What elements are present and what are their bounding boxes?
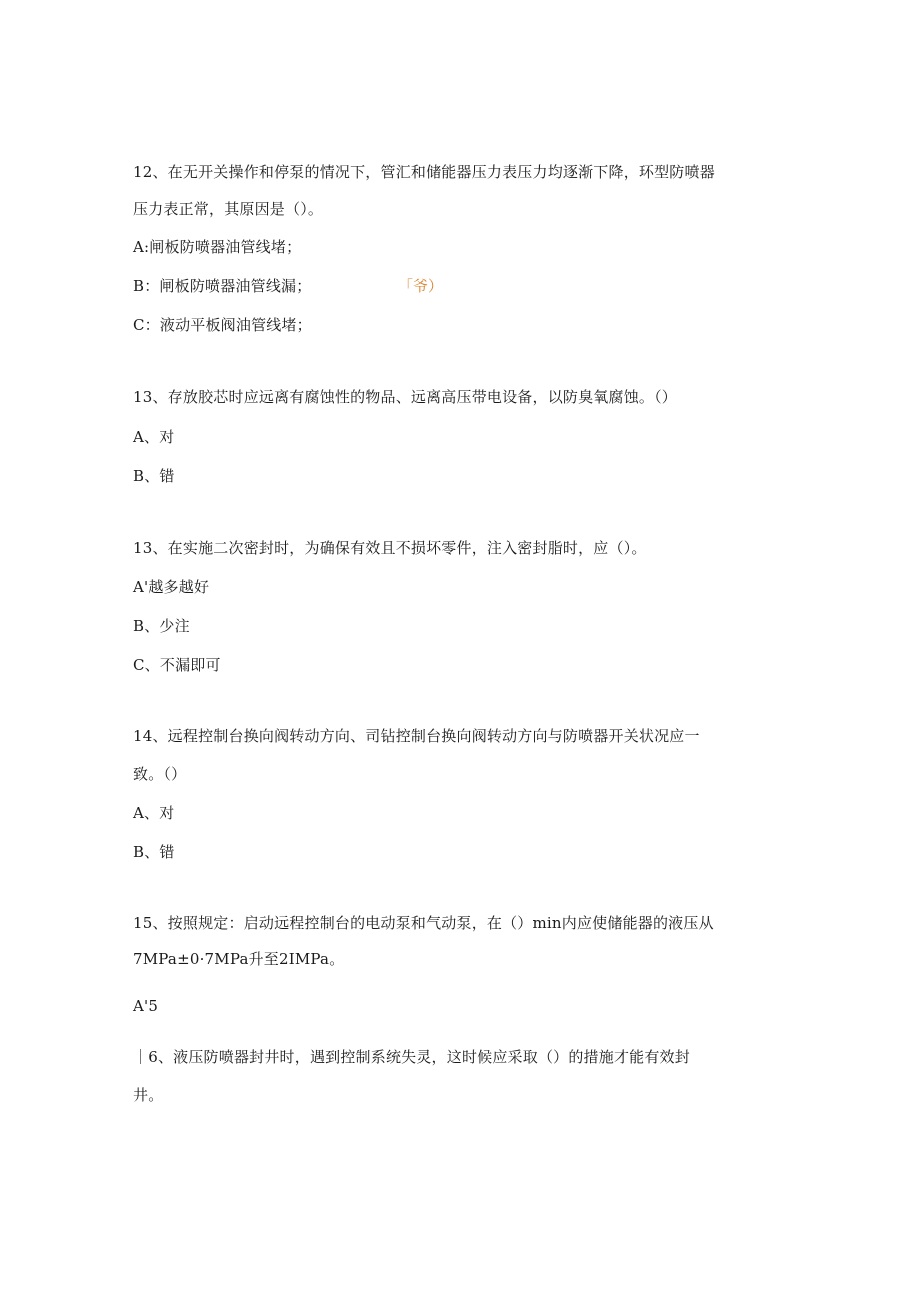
handwritten-annotation: 「爷） <box>398 277 444 295</box>
question-text-line: 井。 <box>133 1086 164 1104</box>
question-text-line: 致。（） <box>133 765 187 783</box>
option-b: B、错 <box>133 843 175 861</box>
option-b: B、少注 <box>133 617 190 635</box>
question-text-line: 13、在实施二次密封时，为确保有效且不损坏零件，注入密封脂时，应（）。 <box>133 539 647 557</box>
option-c: C、不漏即可 <box>133 656 221 674</box>
option-b: B：闸板防喷器油管线漏； <box>133 277 312 295</box>
question-text-line: 7MPa±0·7MPa升至2IMPa。 <box>133 950 345 968</box>
question-text-line: 压力表正常，其原因是（）。 <box>133 200 324 218</box>
option-b: B、错 <box>133 467 175 485</box>
option-a: A、对 <box>133 428 175 446</box>
question-text-line: 15、按照规定：启动远程控制台的电动泵和气动泵，在（）min内应使储能器的液压从 <box>133 914 714 932</box>
option-c: C：液动平板阀油管线堵； <box>133 316 312 334</box>
option-a: A'5 <box>133 997 159 1015</box>
question-text-line: 14、远程控制台换向阀转动方向、司钻控制台换向阀转动方向与防喷器开关状况应一 <box>133 727 700 745</box>
question-text-line: 12、在无开关操作和停泵的情况下，管汇和储能器压力表压力均逐渐下降，环型防喷器 <box>133 163 715 181</box>
question-text-line: 13、存放胶芯时应远离有腐蚀性的物品、远离高压带电设备，以防臭氧腐蚀。（） <box>133 388 677 406</box>
option-a: A、对 <box>133 804 175 822</box>
option-a: A'越多越好 <box>133 578 210 596</box>
option-a: A:闸板防喷器油管线堵； <box>133 238 302 256</box>
question-text-line: ｜6、液压防喷器封井时，遇到控制系统失灵，这时候应采取（）的措施才能有效封 <box>133 1048 690 1066</box>
